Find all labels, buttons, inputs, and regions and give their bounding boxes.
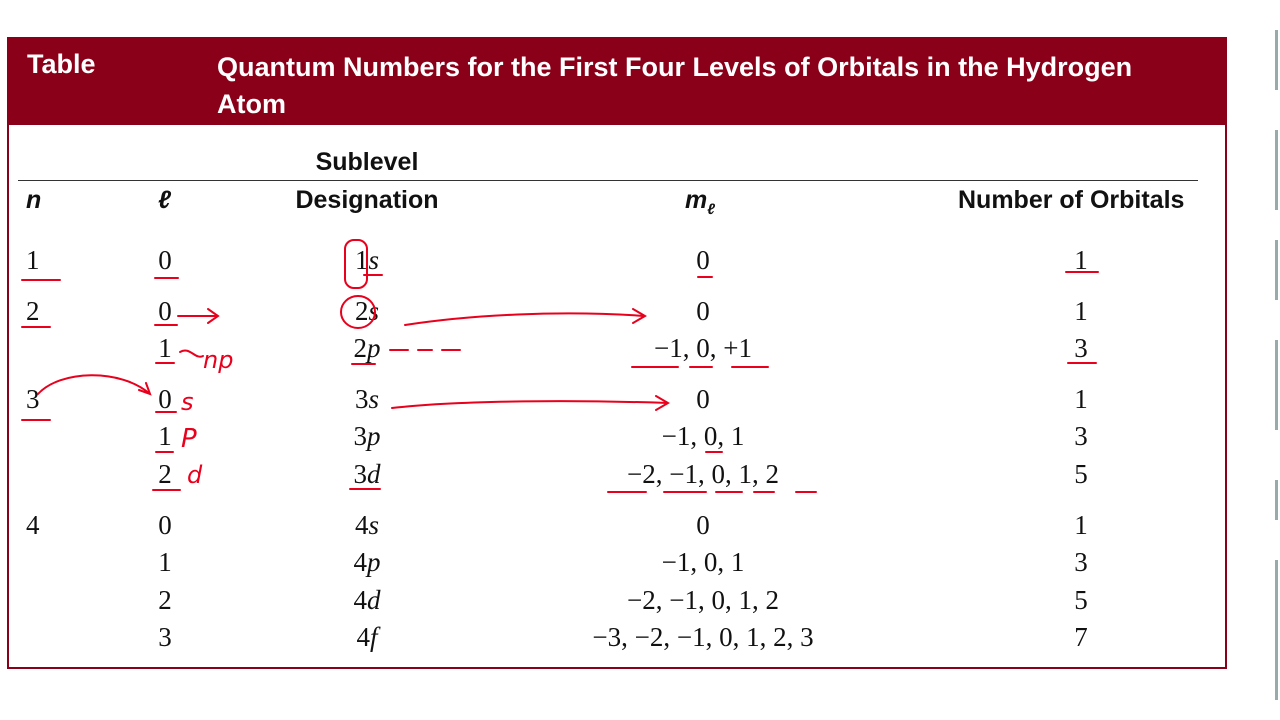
- cell-l: 0: [158, 510, 172, 540]
- cell-l: 1: [158, 547, 172, 577]
- sublevel-number: 4: [353, 547, 367, 577]
- cell-orbitals: 3: [1074, 547, 1088, 577]
- cell-sublevel: [355, 296, 379, 327]
- cell-l: 0: [158, 384, 172, 414]
- table-header-band: [9, 39, 1225, 125]
- cell-orbitals: 3: [1074, 421, 1088, 451]
- cell-n: 1: [26, 245, 40, 275]
- col-header-ml: [685, 186, 715, 218]
- cell-ml: −3, −2, −1, 0, 1, 2, 3: [592, 622, 814, 652]
- cell-sublevel: [354, 459, 381, 490]
- sublevel-number: 4: [354, 510, 369, 540]
- cell-l: 0: [158, 296, 172, 326]
- note-np: np: [203, 346, 234, 374]
- cell-orbitals: 1: [1074, 245, 1088, 275]
- cell-sublevel: [355, 510, 379, 541]
- cell-sublevel: [355, 384, 379, 415]
- cell-sublevel: [356, 622, 377, 653]
- cell-n: 2: [26, 296, 40, 326]
- cell-ml: −1, 0, 1: [661, 421, 745, 451]
- cell-ml: −2, −1, 0, 1, 2: [627, 459, 779, 489]
- cell-sublevel: [354, 333, 381, 364]
- col-header-orbitals: Number of Orbitals: [958, 186, 1185, 214]
- sublevel-number: 4: [356, 622, 370, 652]
- cell-n: 3: [26, 384, 40, 414]
- sublevel-number: 3: [354, 384, 369, 414]
- col-header-sublevel-line2: Designation: [295, 186, 439, 214]
- cell-orbitals: 5: [1074, 459, 1088, 489]
- cell-ml: 0: [696, 384, 710, 414]
- cell-orbitals: 7: [1074, 622, 1088, 652]
- scroll-thumbnail-strip[interactable]: [1270, 0, 1280, 720]
- sublevel-letter: s: [368, 296, 380, 326]
- cell-l: 3: [158, 622, 172, 652]
- sublevel-letter: d: [367, 459, 381, 489]
- col-header-n: n: [26, 186, 42, 214]
- sublevel-number: 4: [353, 585, 367, 615]
- cell-ml: −2, −1, 0, 1, 2: [627, 585, 779, 615]
- cell-ml: 0: [696, 296, 710, 326]
- sublevel-letter: p: [367, 333, 381, 363]
- header-rule: [18, 180, 1198, 181]
- cell-ml: −1, 0, 1: [661, 547, 745, 577]
- col-header-sublevel-line1: Sublevel: [315, 148, 419, 176]
- cell-l: 1: [158, 421, 172, 451]
- cell-l: 1: [158, 333, 172, 363]
- scroll-mark: [1275, 30, 1278, 90]
- cell-orbitals: 1: [1074, 384, 1088, 414]
- sublevel-letter: p: [367, 547, 381, 577]
- sublevel-number: 3: [353, 421, 367, 451]
- cell-sublevel: [354, 421, 381, 452]
- cell-ml: 0: [696, 245, 710, 275]
- cell-ml: 0: [696, 510, 710, 540]
- sublevel-letter: p: [367, 421, 381, 451]
- cell-sublevel: [355, 245, 379, 276]
- scroll-mark: [1275, 560, 1278, 700]
- scroll-mark: [1275, 130, 1278, 210]
- sublevel-letter: s: [368, 384, 380, 414]
- cell-orbitals: 1: [1074, 296, 1088, 326]
- note-s: s: [181, 388, 194, 416]
- scroll-mark: [1275, 480, 1278, 520]
- sublevel-number: 2: [353, 333, 367, 363]
- sublevel-letter: s: [368, 245, 380, 275]
- sublevel-letter: d: [367, 585, 381, 615]
- sublevel-number: 1: [354, 245, 369, 275]
- table-label: Table: [27, 49, 96, 79]
- note-d: d: [187, 461, 203, 489]
- col-header-ml-main: m: [685, 186, 708, 214]
- cell-ml: −1, 0, +1: [654, 333, 752, 363]
- cell-n: 4: [26, 510, 40, 540]
- cell-orbitals: 1: [1074, 510, 1088, 540]
- cell-sublevel: [354, 547, 381, 578]
- cell-sublevel: [354, 585, 381, 616]
- sublevel-letter: f: [369, 622, 378, 652]
- cell-l: 2: [158, 585, 172, 615]
- scroll-mark: [1275, 240, 1278, 300]
- col-header-l: ℓ: [158, 186, 171, 214]
- scroll-mark: [1275, 340, 1278, 430]
- note-p: P: [181, 424, 197, 454]
- cell-l: 2: [158, 459, 172, 489]
- cell-orbitals: 3: [1074, 333, 1088, 363]
- quantum-numbers-table: [7, 37, 1227, 669]
- sublevel-number: 3: [353, 459, 367, 489]
- col-header-ml-sub: ℓ: [707, 201, 715, 218]
- sublevel-letter: s: [368, 510, 380, 540]
- sublevel-number: 2: [354, 296, 369, 326]
- table-title: Quantum Numbers for the First Four Levels of Orbitals in the Hydrogen Atom: [217, 52, 1133, 119]
- cell-l: 0: [158, 245, 172, 275]
- cell-orbitals: 5: [1074, 585, 1088, 615]
